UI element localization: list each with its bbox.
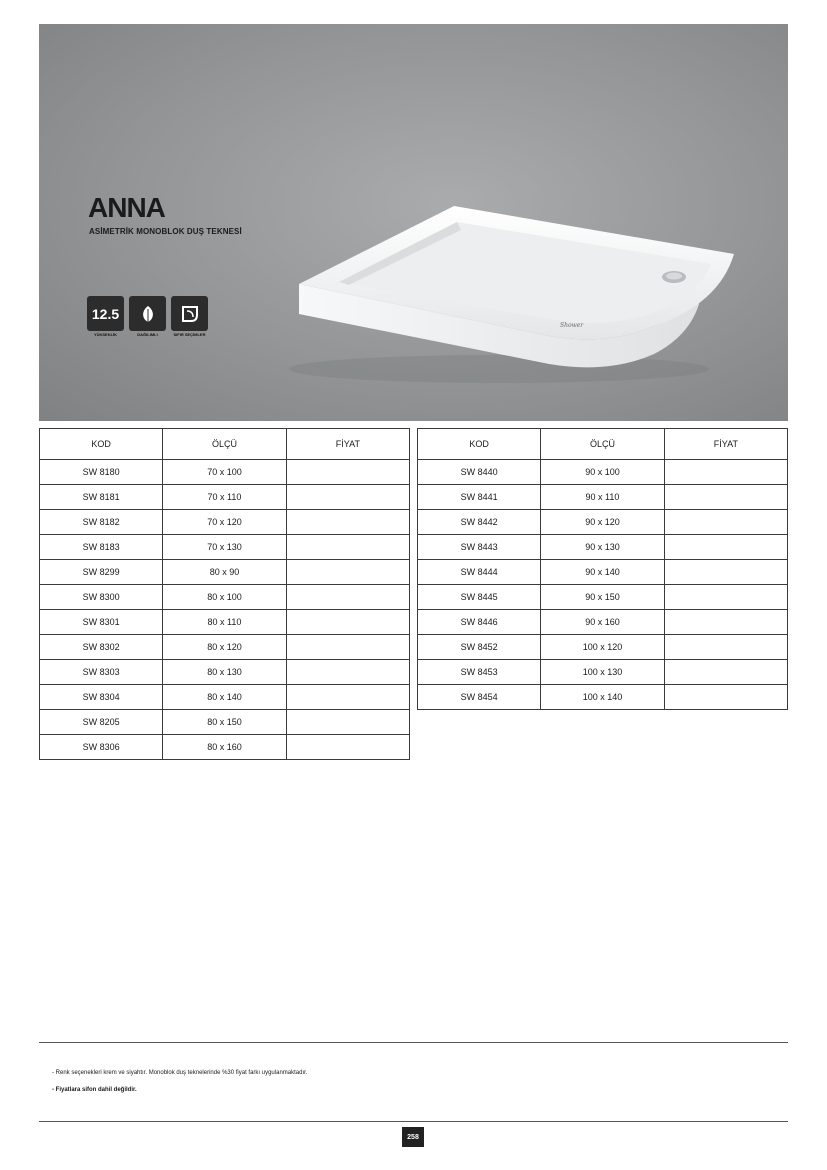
cell-price: [286, 460, 409, 485]
cell-code: SW 8306: [40, 735, 163, 760]
cell-code: SW 8303: [40, 660, 163, 685]
badge-height-value: 12.5: [91, 305, 120, 322]
tray-brand-mark: Shower: [560, 322, 584, 329]
cell-code: SW 8183: [40, 535, 163, 560]
header-size: ÖLÇÜ: [163, 429, 287, 460]
price-table-right: [417, 428, 788, 710]
cell-code: SW 8444: [418, 560, 541, 585]
cell-code: SW 8180: [40, 460, 163, 485]
cell-size: 80 x 100: [163, 585, 287, 610]
product-title: ANNA: [88, 192, 165, 223]
cell-size: 100 x 130: [541, 660, 665, 685]
table-row: [418, 685, 788, 710]
table-row: [418, 485, 788, 510]
feature-badges: [86, 296, 209, 337]
cell-size: 80 x 120: [163, 635, 287, 660]
table-row: [40, 535, 410, 560]
cell-price: [286, 560, 409, 585]
cell-price: [664, 485, 787, 510]
footer-divider-top: [39, 1042, 788, 1043]
note-siphon: - Fiyatlara sifon dahil değildir.: [52, 1087, 137, 1093]
cell-size: 70 x 110: [163, 485, 287, 510]
cell-price: [664, 635, 787, 660]
table-row: [418, 610, 788, 635]
cell-code: SW 8452: [418, 635, 541, 660]
table-row: [40, 660, 410, 685]
cell-size: 90 x 120: [541, 510, 665, 535]
leaf-shape: [137, 303, 159, 325]
table-row: [40, 510, 410, 535]
cell-price: [664, 585, 787, 610]
table-row: [40, 460, 410, 485]
cell-code: SW 8302: [40, 635, 163, 660]
cell-size: 90 x 160: [541, 610, 665, 635]
cell-code: SW 8300: [40, 585, 163, 610]
badge-height: [86, 296, 125, 337]
cell-size: 90 x 140: [541, 560, 665, 585]
price-table-left: [39, 428, 410, 760]
cell-price: [664, 460, 787, 485]
cell-price: [286, 535, 409, 560]
table-row: [418, 535, 788, 560]
table-row: [418, 635, 788, 660]
badge-tray: [170, 296, 209, 337]
cell-size: 70 x 120: [163, 510, 287, 535]
cell-price: [286, 510, 409, 535]
header-price: FİYAT: [664, 429, 787, 460]
cell-code: SW 8441: [418, 485, 541, 510]
cell-code: SW 8453: [418, 660, 541, 685]
table-header-row: [40, 429, 410, 460]
cell-price: [664, 510, 787, 535]
header-code: KOD: [40, 429, 163, 460]
cell-code: SW 8182: [40, 510, 163, 535]
height-ruler-icon: [87, 296, 124, 331]
table-header-row: [418, 429, 788, 460]
cell-code: SW 8442: [418, 510, 541, 535]
badge-eco-label: DAĞILIMLI: [137, 332, 158, 337]
table-row: [418, 560, 788, 585]
product-subtitle: ASİMETRİK MONOBLOK DUŞ TEKNESİ: [89, 227, 242, 236]
cell-code: SW 8299: [40, 560, 163, 585]
cell-size: 80 x 160: [163, 735, 287, 760]
cell-price: [664, 560, 787, 585]
cell-size: 80 x 150: [163, 710, 287, 735]
table-row: [418, 460, 788, 485]
eco-leaf-icon: [129, 296, 166, 331]
footer-divider-bottom: [39, 1121, 788, 1122]
cell-size: 70 x 130: [163, 535, 287, 560]
table-row: [40, 585, 410, 610]
cell-size: 80 x 90: [163, 560, 287, 585]
table-row: [418, 660, 788, 685]
note-colors: - Renk seçenekleri krem ve siyahtır. Monoblok duş teknelerinde %30 fiyat farkı uygulanmaktadır.: [52, 1070, 308, 1076]
cell-size: 80 x 110: [163, 610, 287, 635]
cell-size: 90 x 150: [541, 585, 665, 610]
shower-tray-illustration: [249, 164, 749, 394]
header-size: ÖLÇÜ: [541, 429, 665, 460]
cell-size: 90 x 110: [541, 485, 665, 510]
cell-code: SW 8304: [40, 685, 163, 710]
cell-price: [664, 685, 787, 710]
cell-price: [664, 535, 787, 560]
cell-code: SW 8446: [418, 610, 541, 635]
cell-price: [286, 610, 409, 635]
cell-price: [286, 485, 409, 510]
cell-code: SW 8445: [418, 585, 541, 610]
cell-price: [286, 660, 409, 685]
table-row: [40, 610, 410, 635]
cell-price: [286, 735, 409, 760]
cell-code: SW 8443: [418, 535, 541, 560]
cell-code: SW 8440: [418, 460, 541, 485]
cell-code: SW 8181: [40, 485, 163, 510]
table-row: [40, 710, 410, 735]
header-code: KOD: [418, 429, 541, 460]
cell-size: 80 x 130: [163, 660, 287, 685]
badge-height-label: YÜKSEKLİK: [93, 332, 118, 337]
badge-eco: [128, 296, 167, 337]
table-row: [40, 635, 410, 660]
cell-price: [664, 610, 787, 635]
cell-code: SW 8454: [418, 685, 541, 710]
badge-tray-label: SIFIR SEÇİMLER: [173, 332, 206, 337]
cell-price: [286, 685, 409, 710]
page-number: 258: [402, 1127, 424, 1147]
table-row: [418, 585, 788, 610]
cell-size: 90 x 130: [541, 535, 665, 560]
cell-size: 90 x 100: [541, 460, 665, 485]
cell-code: SW 8205: [40, 710, 163, 735]
cell-price: [286, 635, 409, 660]
product-hero-image: [39, 24, 788, 421]
table-row: [40, 735, 410, 760]
header-price: FİYAT: [286, 429, 409, 460]
table-right-body: [418, 460, 788, 710]
tray-corner-shape: [179, 303, 201, 325]
table-row: [40, 485, 410, 510]
table-row: [418, 510, 788, 535]
cell-size: 100 x 140: [541, 685, 665, 710]
table-row: [40, 685, 410, 710]
table-left-body: [40, 460, 410, 760]
cell-price: [286, 585, 409, 610]
cell-price: [286, 710, 409, 735]
cell-code: SW 8301: [40, 610, 163, 635]
cell-size: 80 x 140: [163, 685, 287, 710]
cell-size: 100 x 120: [541, 635, 665, 660]
shower-tray-corner-icon: [171, 296, 208, 331]
cell-size: 70 x 100: [163, 460, 287, 485]
cell-price: [664, 660, 787, 685]
table-row: [40, 560, 410, 585]
